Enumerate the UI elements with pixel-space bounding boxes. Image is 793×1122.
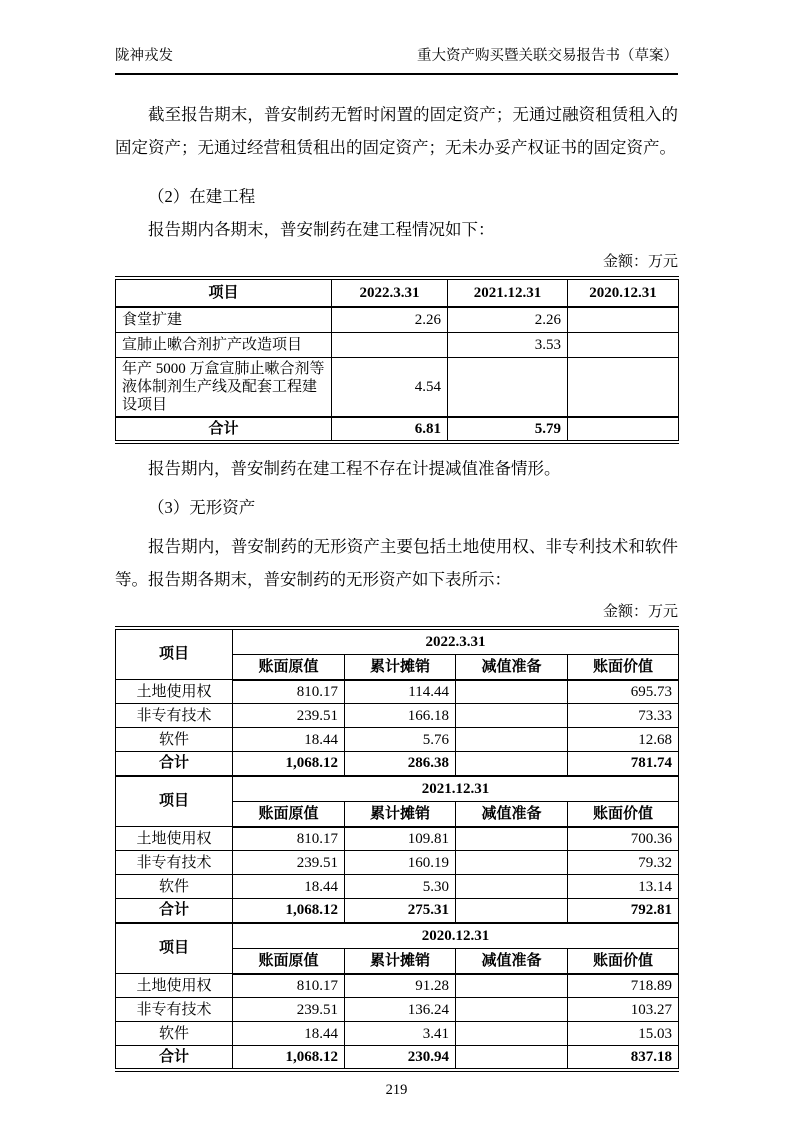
section-heading-construction: （2）在建工程 xyxy=(148,187,256,206)
cell-value xyxy=(568,357,679,417)
intangible-assets-table xyxy=(115,626,679,1073)
page-number: 219 xyxy=(385,1082,408,1098)
table-row xyxy=(116,357,679,417)
cell-value: 13.14 xyxy=(568,875,679,899)
row-label: 土地使用权 xyxy=(116,974,233,998)
cell-value: 286.38 xyxy=(345,752,456,776)
column-header-accumulated-amortization: 累计摊销 xyxy=(345,948,456,974)
cell-value: 2.26 xyxy=(332,307,448,332)
row-label: 软件 xyxy=(116,728,233,752)
cell-value xyxy=(456,1022,568,1046)
cell-value xyxy=(456,851,568,875)
paragraph-fixed-assets: 截至报告期末，普安制药无暂时闲置的固定资产；无通过融资租赁租入的固定资产；无通过经营租赁租出的固定资产；无未办妥产权证书的固定资产。 xyxy=(115,105,678,157)
cell-value: 109.81 xyxy=(345,827,456,851)
cell-value: 103.27 xyxy=(568,998,679,1022)
cell-value xyxy=(448,357,568,417)
cell-value: 3.41 xyxy=(345,1022,456,1046)
cell-value: 810.17 xyxy=(233,974,345,998)
column-header-original-value: 账面原值 xyxy=(233,948,345,974)
cell-value xyxy=(568,332,679,357)
column-header-item: 项目 xyxy=(116,923,233,974)
column-header-accumulated-amortization: 累计摊销 xyxy=(345,654,456,680)
cell-value: 718.89 xyxy=(568,974,679,998)
cell-value xyxy=(456,974,568,998)
table-total-row xyxy=(116,899,679,923)
cell-value: 160.19 xyxy=(345,851,456,875)
table-total-row xyxy=(116,417,679,442)
paragraph-construction-intro: 报告期内各期末，普安制药在建工程情况如下： xyxy=(148,220,495,239)
column-header-2022: 2022.3.31 xyxy=(332,278,448,307)
row-label: 软件 xyxy=(116,1022,233,1046)
cell-value: 695.73 xyxy=(568,680,679,704)
row-label: 年产 5000 万盒宣肺止嗽合剂等液体制剂生产线及配套工程建设项目 xyxy=(116,357,332,417)
cell-value: 91.28 xyxy=(345,974,456,998)
cell-value: 700.36 xyxy=(568,827,679,851)
table-row xyxy=(116,851,679,875)
column-header-book-value: 账面价值 xyxy=(568,948,679,974)
cell-value xyxy=(456,680,568,704)
table-total-row xyxy=(116,752,679,776)
cell-value xyxy=(456,899,568,923)
table-row xyxy=(116,332,679,357)
row-label: 非专有技术 xyxy=(116,998,233,1022)
page-header xyxy=(115,46,678,75)
cell-value: 136.24 xyxy=(345,998,456,1022)
column-header-item: 项目 xyxy=(116,278,332,307)
row-label: 软件 xyxy=(116,875,233,899)
column-header-item: 项目 xyxy=(116,776,233,827)
column-header-impairment-provision: 减值准备 xyxy=(456,654,568,680)
cell-value xyxy=(568,417,679,442)
cell-value: 275.31 xyxy=(345,899,456,923)
cell-value: 1,068.12 xyxy=(233,899,345,923)
cell-value: 166.18 xyxy=(345,704,456,728)
cell-value: 810.17 xyxy=(233,680,345,704)
cell-value xyxy=(456,752,568,776)
row-label-total: 合计 xyxy=(116,417,332,442)
column-header-book-value: 账面价值 xyxy=(568,654,679,680)
column-header-2021: 2021.12.31 xyxy=(448,278,568,307)
column-header-original-value: 账面原值 xyxy=(233,801,345,827)
table-row xyxy=(116,307,679,332)
row-label-total: 合计 xyxy=(116,752,233,776)
row-label: 非专有技术 xyxy=(116,851,233,875)
header-company-name: 陇神戎发 xyxy=(115,48,173,64)
table-row xyxy=(116,680,679,704)
cell-value: 792.81 xyxy=(568,899,679,923)
section-heading-intangible: （3）无形资产 xyxy=(148,497,256,517)
cell-value: 6.81 xyxy=(332,417,448,442)
cell-value xyxy=(456,728,568,752)
cell-value: 18.44 xyxy=(233,875,345,899)
row-label-total: 合计 xyxy=(116,899,233,923)
cell-value: 3.53 xyxy=(448,332,568,357)
paragraph-no-impairment: 报告期内，普安制药在建工程不存在计提减值准备情形。 xyxy=(148,458,561,478)
cell-value: 810.17 xyxy=(233,827,345,851)
cell-value: 5.76 xyxy=(345,728,456,752)
table-header-row xyxy=(116,278,679,307)
cell-value: 15.03 xyxy=(568,1022,679,1046)
row-label: 土地使用权 xyxy=(116,827,233,851)
period-header-2022: 2022.3.31 xyxy=(233,628,679,655)
cell-value: 1,068.12 xyxy=(233,752,345,776)
paragraph-intangible-intro: 报告期内，普安制药的无形资产主要包括土地使用权、非专利技术和软件等。报告期各期末，普安制药的无形资产如下表所示： xyxy=(115,536,678,589)
table-total-row xyxy=(116,1046,679,1071)
cell-value: 239.51 xyxy=(233,704,345,728)
table-row xyxy=(116,728,679,752)
column-header-accumulated-amortization: 累计摊销 xyxy=(345,801,456,827)
column-header-item: 项目 xyxy=(116,628,233,680)
column-header-2020: 2020.12.31 xyxy=(568,278,679,307)
cell-value xyxy=(456,1046,568,1071)
construction-in-progress-table xyxy=(115,276,679,444)
row-label: 非专有技术 xyxy=(116,704,233,728)
table-row xyxy=(116,974,679,998)
cell-value: 73.33 xyxy=(568,704,679,728)
row-label-total: 合计 xyxy=(116,1046,233,1071)
header-document-title: 重大资产购买暨关联交易报告书（草案） xyxy=(417,48,678,64)
table-row xyxy=(116,1022,679,1046)
cell-value: 2.26 xyxy=(448,307,568,332)
table-header-row xyxy=(116,776,679,802)
row-label: 土地使用权 xyxy=(116,680,233,704)
cell-value: 837.18 xyxy=(568,1046,679,1071)
cell-value: 18.44 xyxy=(233,1022,345,1046)
cell-value xyxy=(568,307,679,332)
cell-value xyxy=(456,704,568,728)
unit-label-intangible: 金额：万元 xyxy=(602,603,678,620)
cell-value: 5.30 xyxy=(345,875,456,899)
table-row xyxy=(116,998,679,1022)
column-header-original-value: 账面原值 xyxy=(233,654,345,680)
cell-value xyxy=(332,332,448,357)
cell-value: 5.79 xyxy=(448,417,568,442)
unit-label-construction: 金额：万元 xyxy=(602,254,678,270)
cell-value xyxy=(456,875,568,899)
table-header-row xyxy=(116,628,679,655)
column-header-book-value: 账面价值 xyxy=(568,801,679,827)
cell-value: 239.51 xyxy=(233,851,345,875)
cell-value xyxy=(456,998,568,1022)
table-row xyxy=(116,704,679,728)
cell-value: 230.94 xyxy=(345,1046,456,1071)
table-row xyxy=(116,875,679,899)
column-header-impairment-provision: 减值准备 xyxy=(456,801,568,827)
cell-value: 79.32 xyxy=(568,851,679,875)
cell-value: 239.51 xyxy=(233,998,345,1022)
cell-value: 4.54 xyxy=(332,357,448,417)
cell-value: 18.44 xyxy=(233,728,345,752)
period-header-2021: 2021.12.31 xyxy=(233,776,679,802)
cell-value: 1,068.12 xyxy=(233,1046,345,1071)
column-header-impairment-provision: 减值准备 xyxy=(456,948,568,974)
cell-value xyxy=(456,827,568,851)
cell-value: 781.74 xyxy=(568,752,679,776)
table-header-row xyxy=(116,923,679,949)
table-row xyxy=(116,827,679,851)
row-label: 宣肺止嗽合剂扩产改造项目 xyxy=(116,332,332,357)
row-label: 食堂扩建 xyxy=(116,307,332,332)
cell-value: 114.44 xyxy=(345,680,456,704)
period-header-2020: 2020.12.31 xyxy=(233,923,679,949)
cell-value: 12.68 xyxy=(568,728,679,752)
